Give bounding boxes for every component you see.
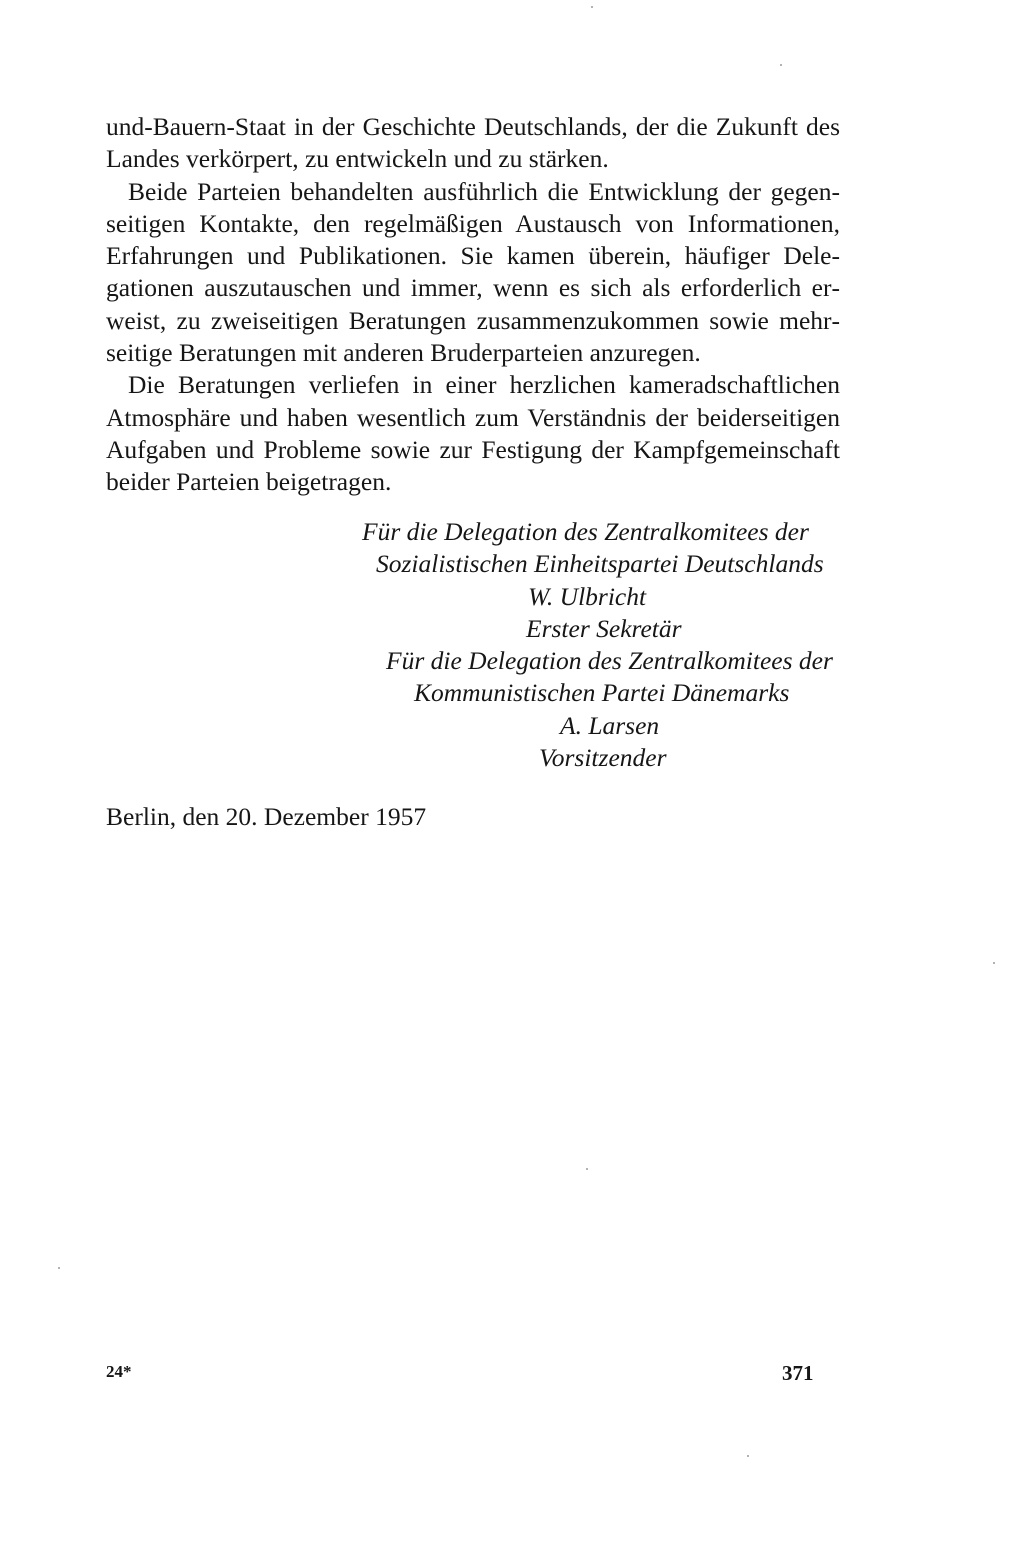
dateline: Berlin, den 20. Dezember 1957 bbox=[106, 802, 427, 831]
signature-sed-name: W. Ulbricht bbox=[528, 581, 647, 611]
signature-sed-delegation-line: Für die Delegation des Zentralkomitees der bbox=[362, 517, 809, 546]
paragraph-contacts: Beide Parteien behandelten ausführlich die Entwicklung der gegenseitigen Kontakte, den regelmäßigen Austausch von Informationen, Erfahrungen und Publikationen. Sie kamen überein, häufiger Delegationen auszutauschen und immer, wenn es sich als erforderlich erweist, zu zweiseitigen Beratungen zusammenzukommen sowie mehrseitige Beratungen mit anderen Bruderparteien anzuregen. bbox=[106, 176, 840, 368]
signature-mark: 24* bbox=[106, 1362, 132, 1381]
signature-dkp-name: A. Larsen bbox=[560, 710, 660, 740]
signature-sed-party-line: Sozialistischen Einheitspartei Deutschlands bbox=[376, 549, 824, 579]
signature-dkp-delegation-line: Für die Delegation des Zentralkomitees der bbox=[386, 646, 833, 676]
paper-speck bbox=[747, 1455, 749, 1457]
page-number: 371 bbox=[782, 1361, 814, 1385]
signature-dkp-party-line: Kommunistischen Partei Dänemarks bbox=[414, 678, 790, 708]
paper-speck bbox=[591, 6, 593, 8]
paragraph-atmosphere: Die Beratungen verliefen in einer herzlichen kameradschaftlichen Atmosphäre und haben wesentlich zum Verständnis der beiderseitigen Aufgaben und Probleme sowie zur Festigung der Kampfgemeinschaft beider Parteien beigetragen. bbox=[106, 370, 840, 497]
paper-speck bbox=[58, 1267, 60, 1269]
signature-block bbox=[340, 516, 880, 774]
signature-dkp-role: Vorsitzender bbox=[539, 743, 667, 773]
signature-sed-role: Erster Sekretär bbox=[526, 613, 682, 643]
paper-speck bbox=[780, 64, 782, 66]
paragraph-continuation: und-Bauern-Staat in der Geschichte Deutschlands, der die Zukunft des Landes verkörpert, zu entwickeln und zu stärken. bbox=[106, 112, 840, 174]
paper-speck bbox=[586, 1168, 588, 1170]
body-text bbox=[106, 111, 840, 499]
paper-speck bbox=[993, 962, 995, 964]
